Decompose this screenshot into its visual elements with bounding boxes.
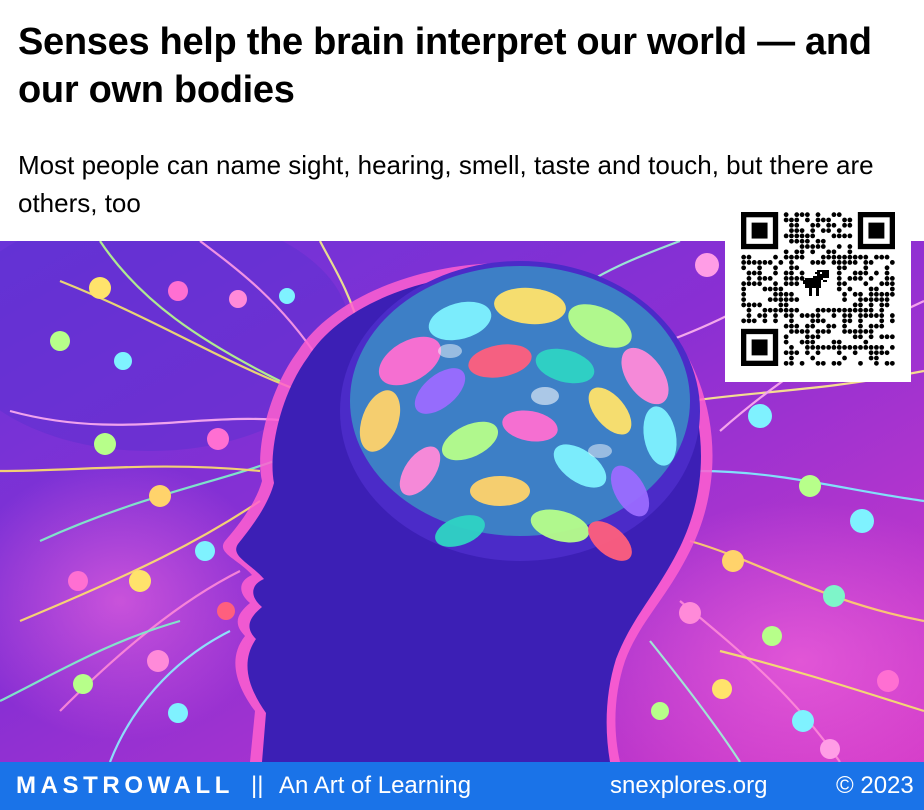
- footer-tagline: An Art of Learning: [279, 772, 472, 799]
- footer-brand: MASTROWALL: [16, 772, 234, 799]
- qr-code-box[interactable]: [725, 199, 911, 382]
- footer-copyright: © 2023: [836, 772, 914, 799]
- footer-bar: [0, 762, 924, 810]
- headline: Senses help the brain interpret our world — and our own bodies: [18, 21, 872, 111]
- footer-separator: ||: [251, 772, 264, 799]
- qr-code-icon[interactable]: [741, 212, 895, 366]
- subheadline: Most people can name sight, hearing, smell, taste and touch, but there are others, too: [18, 150, 874, 218]
- footer-website[interactable]: snexplores.org: [610, 772, 768, 799]
